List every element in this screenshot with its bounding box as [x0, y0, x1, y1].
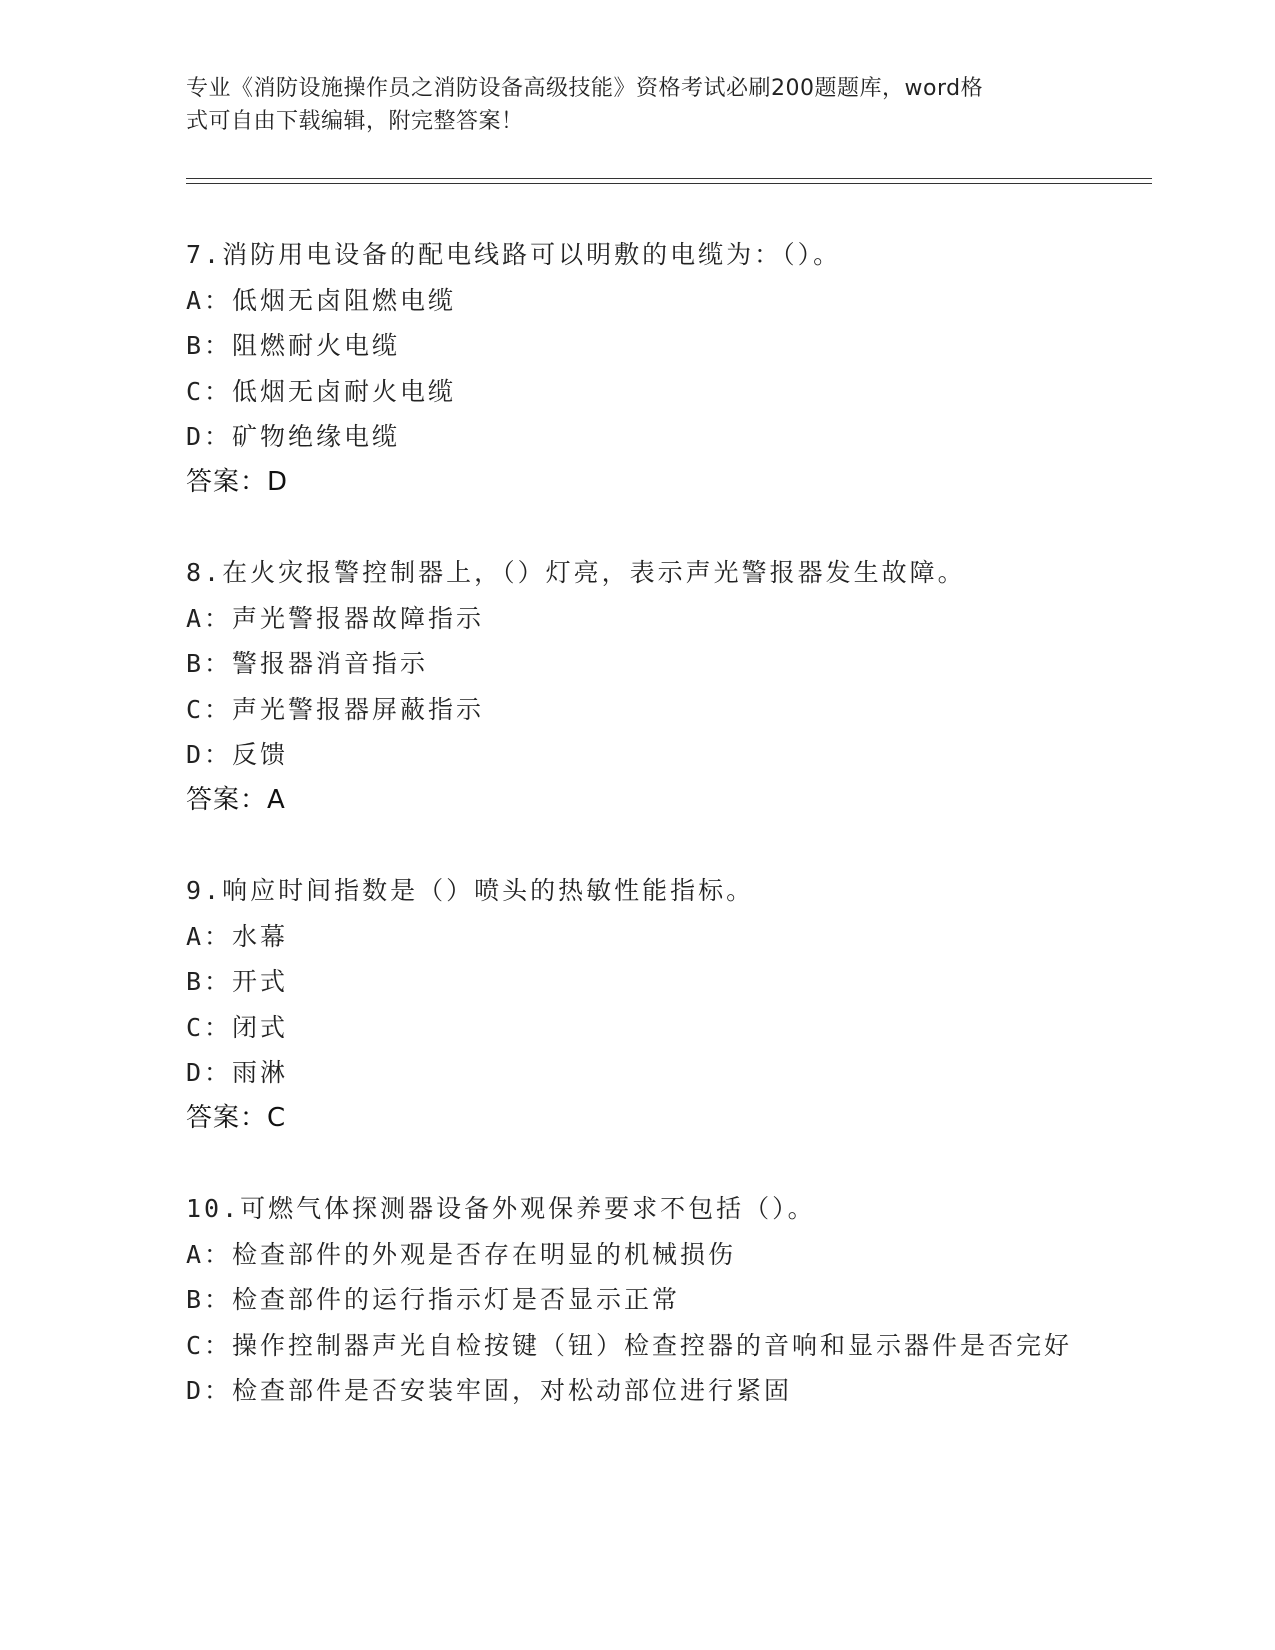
option-c: C：低烟无卤耐火电缆: [186, 376, 457, 406]
question-stem: 7.消防用电设备的配电线路可以明敷的电缆为：（）。: [186, 240, 842, 269]
header-divider-bottom: [186, 183, 1152, 184]
question-stem: 9.响应时间指数是（）喷头的热敏性能指标。: [186, 876, 755, 905]
option-d: D：反馈: [186, 740, 289, 769]
answer: 答案：D: [186, 466, 289, 497]
header-line-1: 专业《消防设施操作员之消防设备高级技能》资格考试必刷200题题库，word格: [186, 76, 984, 101]
option-a: A：声光警报器故障指示: [186, 603, 485, 633]
option-c: C：声光警报器屏蔽指示: [186, 694, 485, 724]
question-9: [186, 868, 1086, 1141]
option-b: B：阻燃耐火电缆: [186, 331, 401, 360]
header-line-2: 式可自由下载编辑，附完整答案！: [186, 109, 524, 134]
answer: 答案：C: [186, 1102, 287, 1133]
question-stem: 8.在火灾报警控制器上，（）灯亮，表示声光警报器发生故障。: [186, 558, 966, 587]
question-8: [186, 550, 1086, 823]
question-10: [186, 1186, 1086, 1414]
option-b: B：开式: [186, 967, 289, 996]
option-a: A：低烟无卤阻燃电缆: [186, 285, 457, 315]
document-header: [186, 72, 1086, 138]
option-b: B：警报器消音指示: [186, 649, 429, 678]
option-a: A：检查部件的外观是否存在明显的机械损伤: [186, 1239, 737, 1269]
option-b: B：检查部件的运行指示灯是否显示正常: [186, 1285, 681, 1314]
question-7: [186, 232, 1086, 505]
header-divider-top: [186, 178, 1152, 179]
option-d: D：检查部件是否安装牢固，对松动部位进行紧固: [186, 1376, 793, 1405]
option-c: C：闭式: [186, 1012, 289, 1042]
option-c: C：操作控制器声光自检按键（钮）检查控器的音响和显示器件是否完好: [186, 1330, 1073, 1360]
option-a: A：水幕: [186, 921, 289, 951]
answer: 答案：A: [186, 784, 286, 815]
question-list: [186, 232, 1086, 1459]
option-d: D：矿物绝缘电缆: [186, 422, 401, 451]
option-d: D：雨淋: [186, 1058, 289, 1087]
question-stem: 10.可燃气体探测器设备外观保养要求不包括（）。: [186, 1194, 816, 1223]
